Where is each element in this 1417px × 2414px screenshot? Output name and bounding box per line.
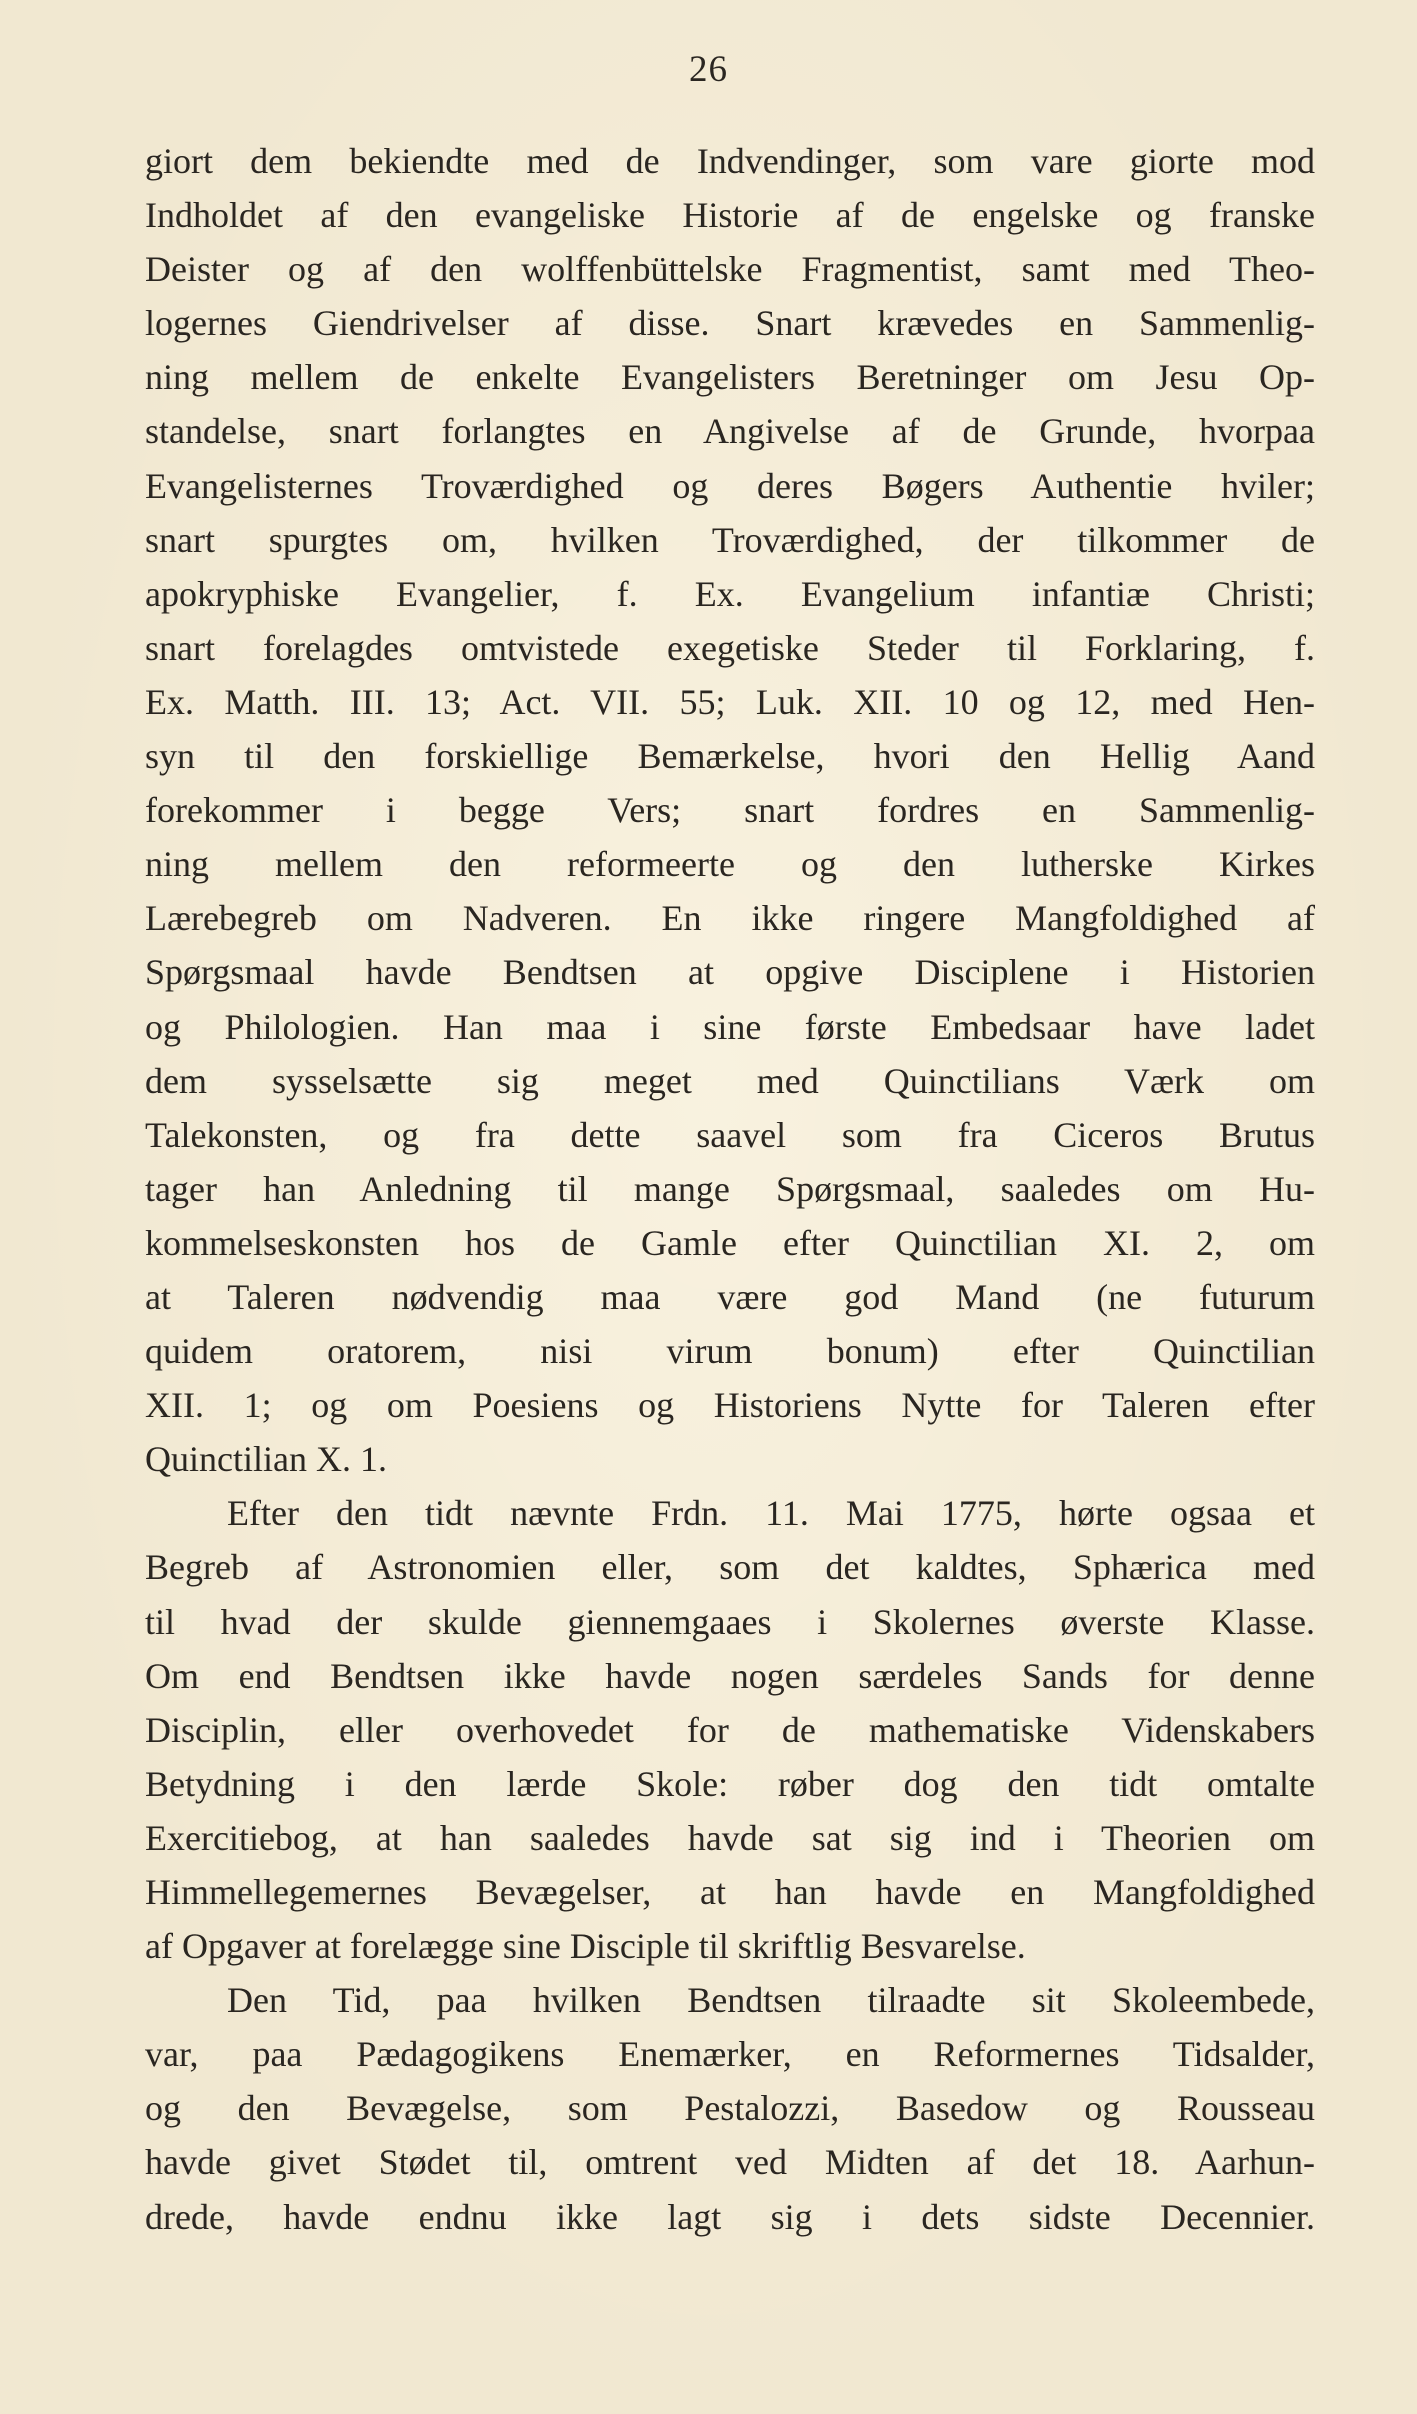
- text-line: snart forelagdes omtvistede exegetiske Steder til Forklaring, f.: [145, 627, 1315, 668]
- text-line: snart spurgtes om, hvilken Troværdighed, der tilkommer de: [145, 519, 1315, 560]
- text-line: at Taleren nødvendig maa være god Mand (ne futurum: [145, 1276, 1315, 1317]
- text-line: Exercitiebog, at han saaledes havde sat sig ind i Theorien om: [145, 1817, 1315, 1858]
- text-line: standelse, snart forlangtes en Angivelse af de Grunde, hvorpaa: [145, 411, 1315, 452]
- text-line: Evangelisternes Troværdighed og deres Bøgers Authentie hviler;: [145, 465, 1315, 506]
- text-line: til hvad der skulde giennemgaaes i Skolernes øverste Klasse.: [145, 1601, 1315, 1642]
- text-line: Begreb af Astronomien eller, som det kaldtes, Sphærica med: [145, 1547, 1315, 1588]
- text-line: Lærebegreb om Nadveren. En ikke ringere Mangfoldighed af: [145, 898, 1315, 939]
- text-line: drede, havde endnu ikke lagt sig i dets sidste Decennier.: [145, 2196, 1315, 2237]
- text-line: Quinctilian X. 1.: [145, 1439, 387, 1480]
- text-line: og Philologien. Han maa i sine første Embedsaar have ladet: [145, 1006, 1315, 1047]
- text-line: forekommer i begge Vers; snart fordres en Sammenlig-: [145, 790, 1315, 831]
- text-line: ning mellem de enkelte Evangelisters Beretninger om Jesu Op-: [145, 357, 1315, 398]
- text-line: havde givet Stødet til, omtrent ved Midten af det 18. Aarhun-: [145, 2142, 1315, 2183]
- text-line: Spørgsmaal havde Bendtsen at opgive Disciplene i Historien: [145, 952, 1315, 993]
- text-line: XII. 1; og om Poesiens og Historiens Nytte for Taleren efter: [145, 1385, 1315, 1426]
- text-line: var, paa Pædagogikens Enemærker, en Reformernes Tidsalder,: [145, 2034, 1315, 2075]
- text-line: Indholdet af den evangeliske Historie af de engelske og franske: [145, 195, 1315, 236]
- text-line: Himmellegemernes Bevægelser, at han havde en Mangfoldighed: [145, 1872, 1315, 1912]
- text-line: og den Bevægelse, som Pestalozzi, Basedow og Rousseau: [145, 2088, 1315, 2129]
- text-line: kommelseskonsten hos de Gamle efter Quinctilian XI. 2, om: [145, 1222, 1315, 1263]
- text-line: af Opgaver at forelægge sine Disciple til skriftlig Besvarelse.: [145, 1926, 1026, 1967]
- text-line: Efter den tidt nævnte Frdn. 11. Mai 1775, hørte ogsaa et: [227, 1493, 1315, 1534]
- text-line: quidem oratorem, nisi virum bonum) efter Quinctilian: [145, 1331, 1315, 1372]
- text-line: dem sysselsætte sig meget med Quinctilians Værk om: [145, 1060, 1315, 1101]
- text-line: Deister og af den wolffenbüttelske Fragmentist, samt med Theo-: [145, 249, 1315, 290]
- text-line: Betydning i den lærde Skole: røber dog den tidt omtalte: [145, 1763, 1315, 1804]
- text-line: ning mellem den reformeerte og den lutherske Kirkes: [145, 844, 1315, 885]
- page-number: 26: [689, 49, 728, 90]
- text-line: Den Tid, paa hvilken Bendtsen tilraadte sit Skoleembede,: [227, 1980, 1315, 2021]
- text-line: tager han Anledning til mange Spørgsmaal, saaledes om Hu-: [145, 1168, 1315, 1209]
- text-line: giort dem bekiendte med de Indvendinger, som vare giorte mod: [145, 141, 1315, 181]
- text-line: Ex. Matth. III. 13; Act. VII. 55; Luk. XII. 10 og 12, med Hen-: [145, 681, 1315, 722]
- text-line: Talekonsten, og fra dette saavel som fra Ciceros Brutus: [145, 1114, 1315, 1155]
- text-line: syn til den forskiellige Bemærkelse, hvori den Hellig Aand: [145, 736, 1315, 777]
- text-line: Om end Bendtsen ikke havde nogen særdeles Sands for denne: [145, 1655, 1315, 1696]
- body-text: [145, 134, 1315, 2244]
- text-line: Disciplin, eller overhovedet for de mathematiske Videnskabers: [145, 1709, 1315, 1750]
- text-line: logernes Giendrivelser af disse. Snart krævedes en Sammenlig-: [145, 303, 1315, 344]
- text-line: apokryphiske Evangelier, f. Ex. Evangelium infantiæ Christi;: [145, 573, 1315, 614]
